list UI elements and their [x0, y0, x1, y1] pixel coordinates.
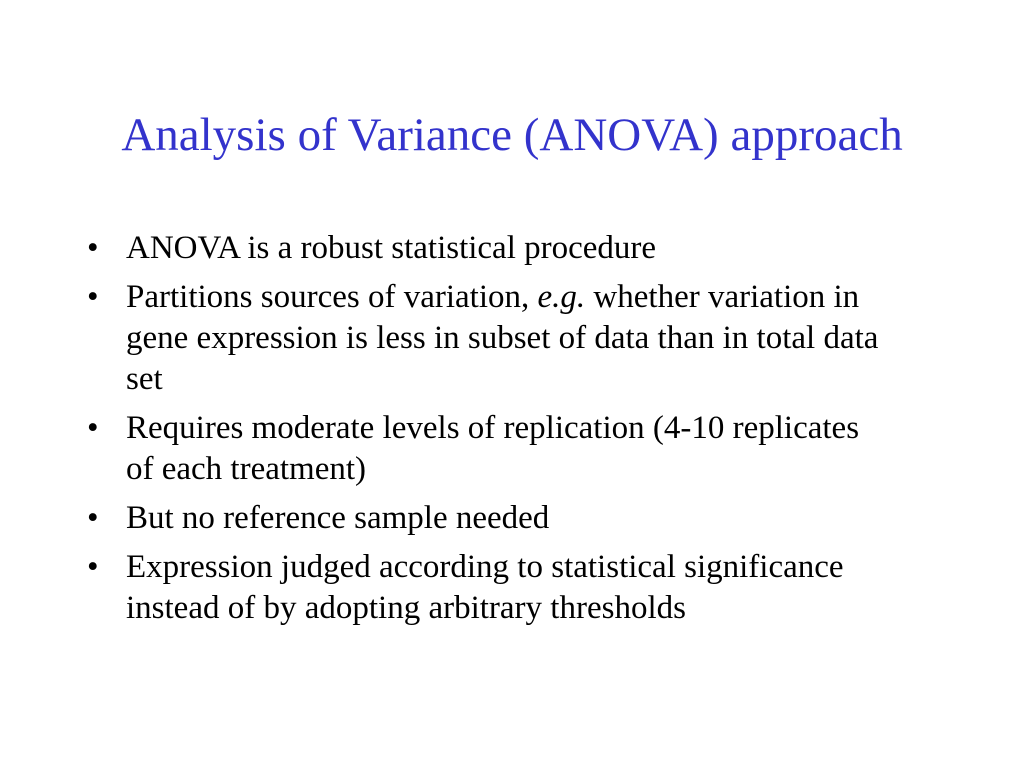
bullet-text: ANOVA is a robust statistical procedure	[126, 230, 657, 266]
bullet-text: Expression judged according to statistical significance instead of by adopting arbitrary thresholds	[126, 549, 844, 626]
bullet-marker: •	[87, 500, 99, 536]
bullet-text: But no reference sample needed	[126, 500, 550, 536]
bullet-item-partitions-variation	[87, 277, 887, 400]
bullet-marker: •	[87, 549, 99, 585]
bullet-text: Requires moderate levels of replication (4-10 replicates of each treatment)	[126, 410, 860, 487]
bullet-item-no-reference	[87, 498, 887, 539]
slide-title: Analysis of Variance (ANOVA) approach	[121, 109, 903, 161]
bullet-item-robust-procedure	[87, 228, 887, 269]
bullet-marker: •	[87, 279, 99, 315]
bullet-marker: •	[87, 410, 99, 446]
bullet-marker: •	[87, 230, 99, 266]
bullet-list	[87, 228, 887, 637]
bullet-text-start: Partitions sources of variation,	[126, 279, 538, 315]
bullet-text-end: whether variation in gene expression is less in subset of data than in total data set	[126, 279, 879, 397]
bullet-item-replication	[87, 408, 887, 490]
bullet-item-significance	[87, 547, 887, 629]
bullet-text-emphasis: e.g.	[537, 279, 586, 315]
